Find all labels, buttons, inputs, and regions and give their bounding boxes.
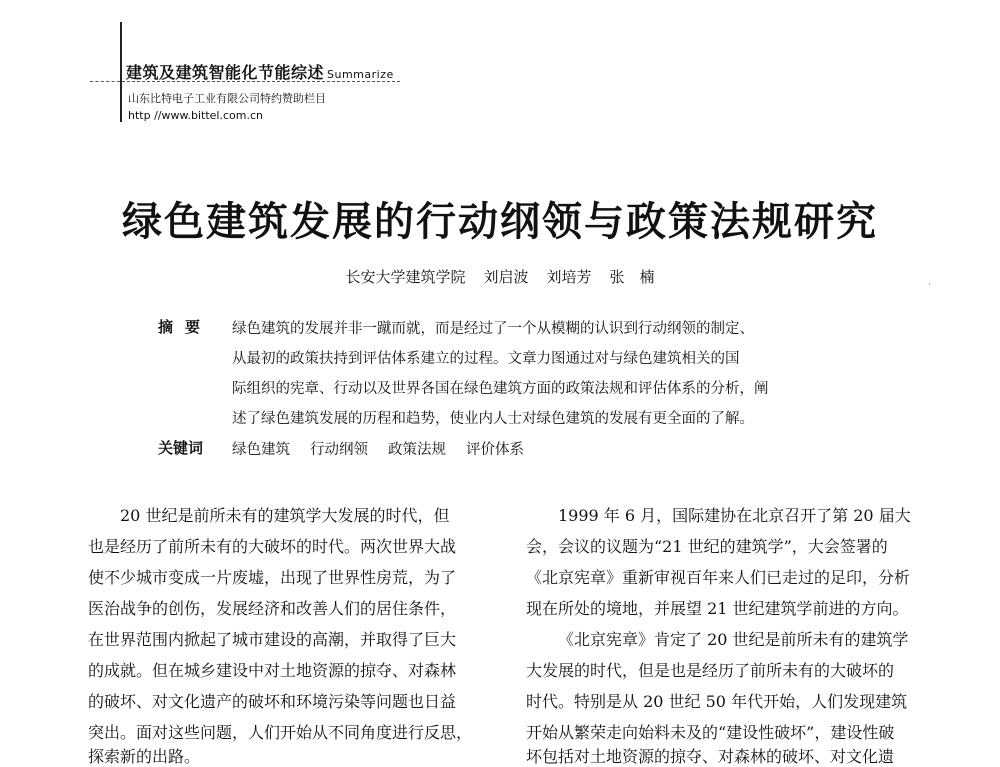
paper-title: 绿色建筑发展的行动纲领与政策法规研究 bbox=[122, 199, 878, 245]
scan-speck: · bbox=[928, 280, 932, 291]
abstract-line: 从最初的政策扶持到评估体系建立的过程。文章力图通过对与绿色建筑相关的国 bbox=[232, 351, 740, 367]
header-vertical-rule bbox=[120, 22, 122, 122]
keyword: 评价体系 bbox=[466, 442, 524, 458]
body-left-line: 使不少城市变成一片废墟，出现了世界性房荒，为了 bbox=[88, 568, 457, 587]
keywords-list bbox=[232, 438, 544, 459]
affiliation: 长安大学建筑学院 bbox=[345, 268, 466, 286]
body-left-line: 探索新的出路。 bbox=[88, 747, 201, 766]
author-name: 张 楠 bbox=[609, 268, 655, 286]
body-left-line: 在世界范围内掀起了城市建设的高潮，并取得了巨大 bbox=[88, 630, 457, 649]
author-name: 刘培芳 bbox=[546, 268, 592, 286]
body-right-line: 1999 年 6 月，国际建协在北京召开了第 20 届大 bbox=[558, 506, 911, 525]
keywords-label: 关键词 bbox=[158, 439, 204, 457]
body-right-line: 坏包括对土地资源的掠夺、对森林的破坏、对文化遗 bbox=[526, 747, 895, 766]
body-left-line: 的成就。但在城乡建设中对土地资源的掠夺、对森林 bbox=[88, 661, 457, 680]
abstract-line: 际组织的宪章、行动以及世界各国在绿色建筑方面的政策法规和评估体系的分析，阐 bbox=[232, 381, 769, 397]
body-right-line: 现在所处的境地，并展望 21 世纪建筑学前进的方向。 bbox=[526, 599, 909, 618]
column-title-cn: 建筑及建筑智能化节能综述 bbox=[126, 63, 325, 82]
abstract-line: 绿色建筑的发展并非一蹴而就，而是经过了一个从模糊的认识到行动纲领的制定、 bbox=[232, 321, 754, 337]
body-right-line: 时代。特别是从 20 世纪 50 年代开始，人们发现建筑 bbox=[526, 692, 908, 711]
sponsor-url: http //www.bittel.com.cn bbox=[128, 109, 263, 122]
body-left-line: 20 世纪是前所未有的建筑学大发展的时代，但 bbox=[120, 506, 450, 525]
keyword: 绿色建筑 bbox=[232, 442, 290, 458]
body-left-line: 突出。面对这些问题，人们开始从不同角度进行反思， bbox=[88, 723, 473, 742]
header-dashed-rule-left bbox=[90, 81, 120, 82]
body-right-line: 《北京宪章》重新审视百年来人们已走过的足印，分析 bbox=[526, 568, 911, 587]
abstract-label: 摘要 bbox=[158, 318, 213, 336]
body-right-line: 会，会议的议题为“21 世纪的建筑学”，大会签署的 bbox=[526, 537, 888, 556]
body-left-line: 也是经历了前所未有的大破坏的时代。两次世界大战 bbox=[88, 537, 457, 556]
body-right-line: 开始从繁荣走向始料未及的“建设性破坏”，建设性破 bbox=[526, 723, 895, 742]
author-name: 刘启波 bbox=[483, 268, 529, 286]
column-title bbox=[126, 60, 394, 83]
keyword: 政策法规 bbox=[388, 442, 446, 458]
body-left-line: 医治战争的创伤，发展经济和改善人们的居住条件， bbox=[88, 599, 457, 618]
body-right-line: 大发展的时代，但是也是经历了前所未有的大破坏的 bbox=[526, 661, 895, 680]
body-left-line: 的破坏、对文化遗产的破坏和环境污染等问题也日益 bbox=[88, 692, 457, 711]
column-title-en: Summarize bbox=[327, 68, 394, 81]
abstract-line: 述了绿色建筑发展的历程和趋势，使业内人士对绿色建筑的发展有更全面的了解。 bbox=[232, 411, 754, 427]
body-right-line: 《北京宪章》肯定了 20 世纪是前所未有的建筑学 bbox=[558, 630, 909, 649]
sponsor-line: 山东比特电子工业有限公司特约赞助栏目 bbox=[128, 92, 326, 105]
keyword: 行动纲领 bbox=[310, 442, 368, 458]
author-line bbox=[0, 266, 1000, 287]
